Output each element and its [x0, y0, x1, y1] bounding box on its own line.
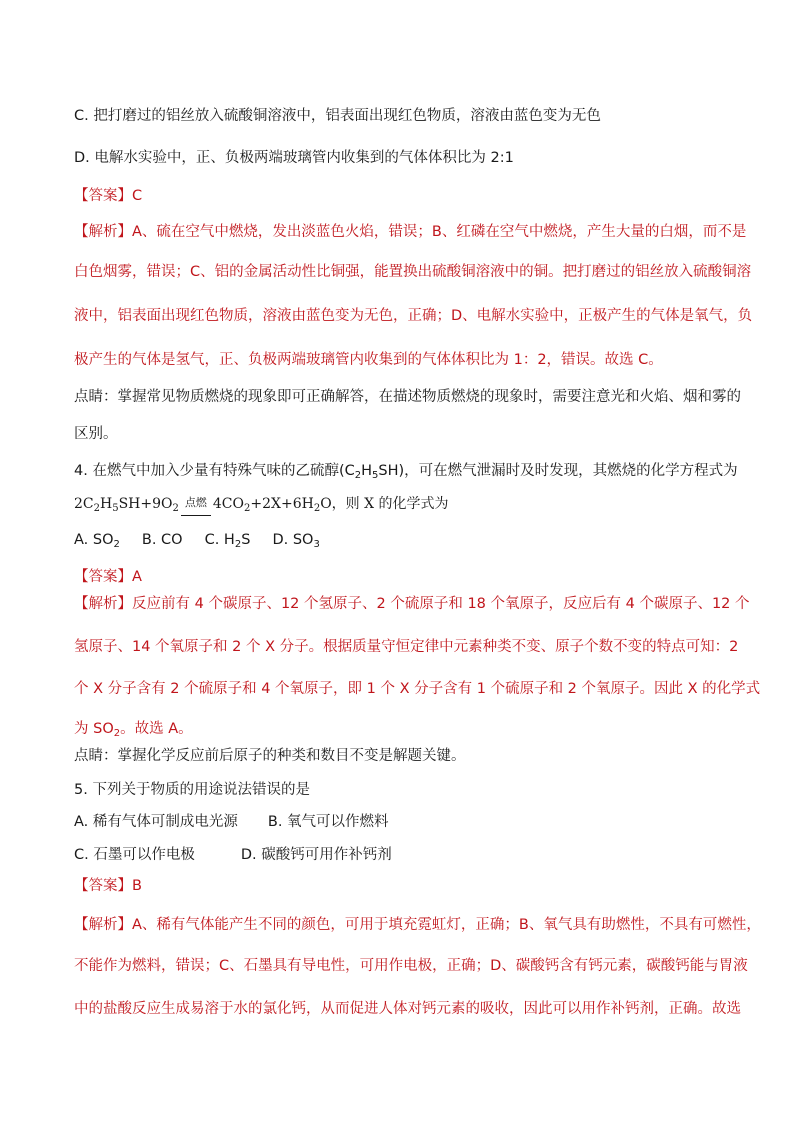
equation-part: 2C: [74, 496, 94, 512]
q3-tip-line-2: 区别。: [74, 426, 118, 442]
q5-option-d: D. 碳酸钙可用作补钙剂: [240, 847, 392, 863]
subscript: 2: [93, 503, 100, 514]
answer-tag: 【答案】: [74, 188, 132, 204]
answer-value: B: [132, 878, 142, 894]
explanation-tag: 【解析】: [74, 917, 132, 933]
q5-explanation-line-2: 不能作为燃料，错误；C、石墨具有导电性，可用作电极，正确；D、碳酸钙含有钙元素，碳酸钙能与胃液: [74, 958, 748, 974]
q5-stem: 5. 下列关于物质的用途说法错误的是: [74, 782, 310, 798]
subscript: 5: [112, 503, 119, 514]
q4-option-b: B. CO: [141, 532, 183, 548]
equation-part: O，则 X 的化学式为: [320, 496, 449, 512]
subscript: 2: [244, 503, 251, 514]
q4-explanation-line-3: 个 X 分子含有 2 个硫原子和 4 个氧原子，即 1 个 X 分子含有 1 个硫原子和 2 个氧原子。因此 X 的化学式: [74, 681, 761, 697]
q4-options: [74, 530, 320, 550]
answer-tag: 【答案】: [74, 569, 132, 585]
q4-explanation-line-1: [74, 594, 750, 614]
subscript: 2: [172, 503, 179, 514]
option-text: S: [241, 532, 251, 548]
q4-option-c: [205, 532, 251, 548]
stem-part: SH)，可在燃气泄漏时及时发现，其燃烧的化学方程式为: [378, 463, 738, 479]
subscript: 2: [234, 539, 242, 550]
q3-option-d: D. 电解水实验中，正、负极两端玻璃管内收集到的气体体积比为 2:1: [74, 150, 514, 166]
q5-option-c: C. 石墨可以作电极: [74, 847, 195, 863]
q3-explanation-line-2: 白色烟雾，错误；C、铝的金属活动性比铜强，能置换出硫酸铜溶液中的铜。把打磨过的铝丝放入硫酸铜溶: [74, 264, 752, 280]
equation-part: SH+9O: [118, 496, 173, 512]
answer-tag: 【答案】: [74, 878, 132, 894]
subscript: 3: [313, 539, 320, 550]
explanation-text: 反应前有 4 个碳原子、12 个氢原子、2 个硫原子和 18 个氧原子，反应后有 4 个碳原子、12 个: [132, 596, 750, 612]
subscript: 2: [354, 470, 362, 481]
q4-explanation-line-2: 氢原子、14 个氧原子和 2 个 X 分子。根据质量守恒定律中元素种类不变、原子个数不变的特点可知：2: [74, 639, 739, 655]
q5-answer: [74, 876, 142, 896]
explanation-tag: 【解析】: [74, 224, 132, 240]
q3-option-c: C. 把打磨过的铝丝放入硫酸铜溶液中，铝表面出现红色物质，溶液由蓝色变为无色: [74, 108, 601, 124]
option-text: D. SO: [272, 532, 314, 548]
q3-explanation-line-4: 极产生的气体是氢气，正、负极两端玻璃管内收集到的气体体积比为 1：2，错误。故选 C。: [74, 352, 663, 368]
equation-part: 4CO: [212, 496, 244, 512]
q5-options-row-1: [74, 812, 389, 832]
q4-stem: [74, 461, 738, 481]
subscript: 5: [372, 470, 379, 481]
option-text: A. SO: [74, 532, 114, 548]
option-text: C. H: [204, 532, 235, 548]
q4-explanation-line-4: [74, 719, 193, 739]
subscript: 2: [113, 728, 121, 739]
q3-explanation-line-3: 液中，铝表面出现红色物质，溶液由蓝色变为无色，正确；D、电解水实验中，正极产生的气体是氧气，负: [74, 308, 753, 324]
q4-tip: 点睛：掌握化学反应前后原子的种类和数目不变是解题关键。: [74, 748, 466, 764]
stem-part: H: [361, 463, 373, 479]
subscript: 2: [313, 503, 321, 514]
q4-option-d: [272, 532, 319, 548]
q4-equation: [74, 493, 449, 514]
explanation-text: 。故选 A。: [120, 721, 193, 737]
answer-value: A: [132, 569, 142, 585]
equation-part: H: [100, 496, 113, 512]
q4-answer: [74, 567, 142, 587]
equation-part: +2X+6H: [250, 496, 314, 512]
q5-explanation-line-3: 中的盐酸反应生成易溶于水的氯化钙，从而促进人体对钙元素的吸收，因此可以用作补钙剂，正确。故选: [74, 1001, 741, 1017]
q3-explanation-line-1: [74, 222, 746, 242]
q5-options-row-2: [74, 845, 392, 865]
q5-explanation-line-1: [74, 915, 761, 935]
q4-option-a: [74, 532, 120, 548]
answer-value: C: [132, 188, 143, 204]
q5-option-b: B. 氧气可以作燃料: [267, 814, 389, 830]
explanation-text: 为 SO: [74, 721, 114, 737]
q5-option-a: A. 稀有气体可制成电光源: [74, 814, 238, 830]
subscript: 2: [113, 539, 120, 550]
explanation-tag: 【解析】: [74, 596, 132, 612]
explanation-text: A、稀有气体能产生不同的颜色，可用于填充霓虹灯，正确；B、氧气具有助燃性，不具有可燃性，: [132, 917, 761, 933]
stem-part: 4. 在燃气中加入少量有特殊气味的乙硫醇(C: [74, 463, 355, 479]
q3-answer: [74, 186, 142, 206]
explanation-text: A、硫在空气中燃烧，发出淡蓝色火焰，错误；B、红磷在空气中燃烧，产生大量的白烟，而不是: [132, 224, 747, 240]
reaction-condition: 点燃: [179, 493, 213, 513]
q3-tip-line-1: 点睛：掌握常见物质燃烧的现象即可正确解答，在描述物质燃烧的现象时，需要注意光和火焰、烟和雾的: [74, 389, 741, 405]
